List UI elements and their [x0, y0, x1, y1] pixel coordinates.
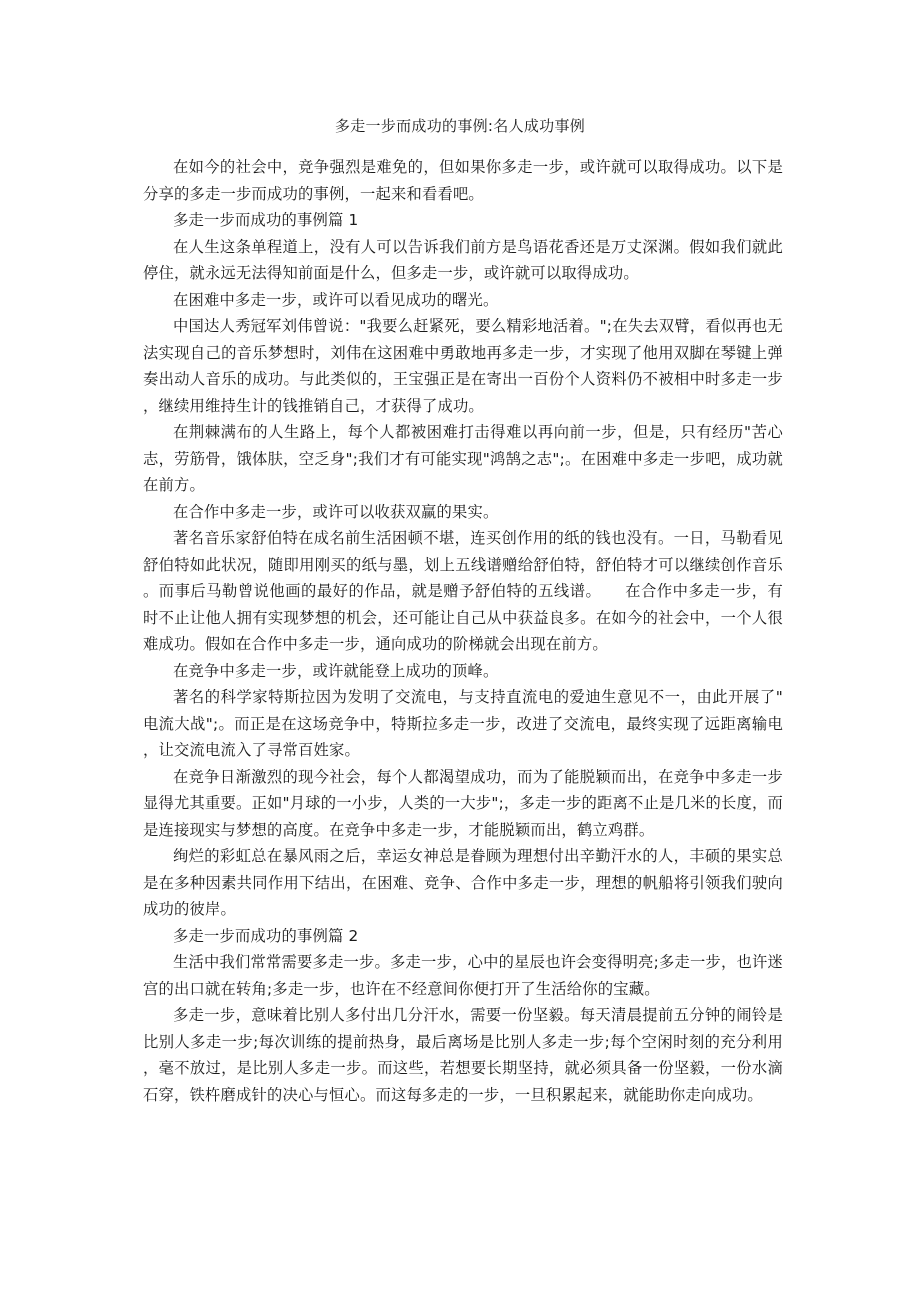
section-heading-2: 多走一步而成功的事例篇 2: [173, 926, 359, 945]
paragraph: 中国达人秀冠军刘伟曾说："我要么赶紧死，要么精彩地活着。";在失去双臂，看似再也无法实现自己的音乐梦想时，刘伟在这困难中勇敢地再多走一步，才实现了他用双脚在琴键上弹奏出动人音乐的成功。与此类似的，王宝强正是在寄出一百份个人资料仍不被相中时多走一步，继续用维持生计的钱推销自己，才获得了成功。: [143, 317, 783, 415]
paragraph: 在竞争日渐激烈的现今社会，每个人都渴望成功，而为了能脱颖而出，在竞争中多走一步显得尤其重要。正如"月球的一小步，人类的一大步";，多走一步的距离不止是几米的长度，而是连接现实与梦想的高度。在竞争中多走一步，才能脱颖而出，鹤立鸡群。: [143, 767, 783, 839]
paragraph: 在竞争中多走一步，或许就能登上成功的顶峰。: [173, 661, 499, 680]
document-title: 多走一步而成功的事例:名人成功事例: [334, 117, 586, 135]
paragraph: 绚烂的彩虹总在暴风雨之后，幸运女神总是眷顾为理想付出辛勤汗水的人，丰硕的果实总是在多种因素共同作用下结出，在困难、竞争、合作中多走一步，理想的帆船将引领我们驶向成功的彼岸。: [143, 847, 783, 918]
intro-paragraph: 在如今的社会中，竞争强烈是难免的，但如果你多走一步，或许就可以取得成功。以下是分享的多走一步而成功的事例，一起来和看看吧。: [143, 158, 783, 203]
paragraph: 在荆棘满布的人生路上，每个人都被困难打击得难以再向前一步，但是，只有经历"苦心志，劳筋骨，饿体肤，空乏身";我们才有可能实现"鸿鹄之志";。在困难中多走一步吧，成功就在前方。: [143, 423, 783, 494]
paragraph: 著名的科学家特斯拉因为发明了交流电，与支持直流电的爱迪生意见不一，由此开展了"电流大战";。而正是在这场竞争中，特斯拉多走一步，改进了交流电，最终实现了远距离输电，让交流电流入了寻常百姓家。: [143, 688, 783, 759]
paragraph: 生活中我们常常需要多走一步。多走一步，心中的星辰也许会变得明亮;多走一步，也许迷宫的出口就在转角;多走一步，也许在不经意间你便打开了生活给你的宝藏。: [143, 953, 783, 998]
section-heading-1: 多走一步而成功的事例篇 1: [173, 211, 359, 229]
paragraph: 在合作中多走一步，或许可以收获双赢的果实。: [173, 502, 499, 521]
paragraph: 著名音乐家舒伯特在成名前生活困顿不堪，连买创作用的纸的钱也没有。一日，马勒看见舒伯特如此状况，随即用刚买的纸与墨，划上五线谱赠给舒伯特，舒伯特才可以继续创作音乐。而事后马勒曾说他画的最好的作品，就是赠予舒伯特的五线谱。 在合作中多走一步，有时不止让他人拥有实现梦想的机会，还可能让自己从中获益良多。在如今的社会中，一个人很难成功。假如在合作中多走一步，通向成功的阶梯就会出现在前方。: [143, 529, 783, 653]
paragraph: 在困难中多走一步，或许可以看见成功的曙光。: [173, 290, 499, 309]
document-body: [143, 154, 783, 1108]
paragraph: 多走一步，意味着比别人多付出几分汗水，需要一份坚毅。每天清晨提前五分钟的闹铃是比别人多走一步;每次训练的提前热身，最后离场是比别人多走一步;每个空闲时刻的充分利用，毫不放过，是比别人多走一步。而这些，若想要长期坚持，就必须具备一份坚毅，一份水滴石穿，铁杵磨成针的决心与恒心。而这每多走的一步，一旦积累起来，就能助你走向成功。: [143, 1006, 783, 1104]
paragraph: 在人生这条单程道上，没有人可以告诉我们前方是鸟语花香还是万丈深渊。假如我们就此停住，就永远无法得知前面是什么，但多走一步，或许就可以取得成功。: [143, 237, 783, 282]
